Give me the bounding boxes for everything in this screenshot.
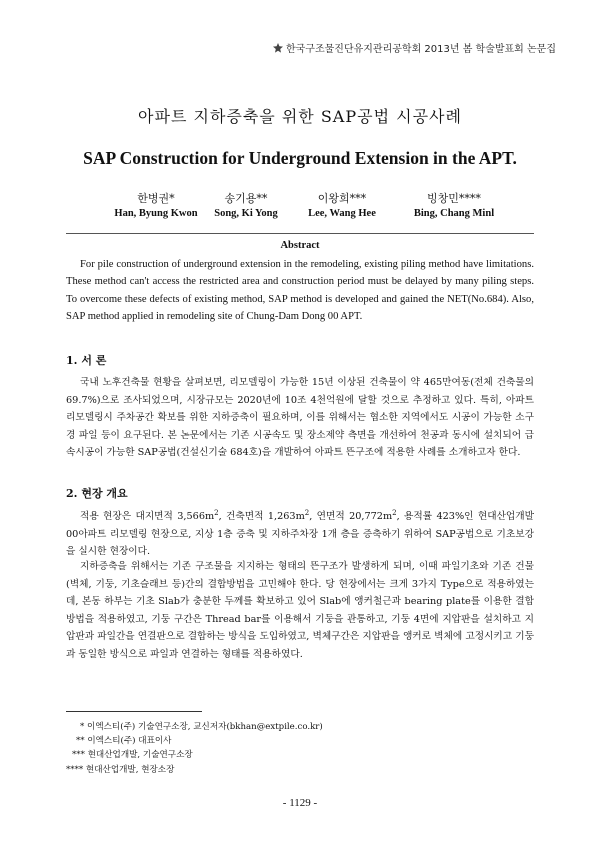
author-2	[203, 190, 289, 219]
journal-name: 한국구조물진단유지관리공학회 2013년 봄 학술발표회 논문집	[285, 44, 556, 55]
author-name-english: Bing, Chang Minl	[413, 208, 495, 219]
section-1-paragraph: 국내 노후건축물 현황을 살펴보면, 리모델링이 가능한 15년 이상된 건축물이 약 465만여동(전체 건축물의 69.7%)으로 조사되었으며, 시장규모는 2020년에 10조 4천억원에 달할 것으로 추정하고 있다. 특히, 아파트 리모델링시 주차공간 확보를 위한 지하증축이 필요하며, 이를 위해서는 협소한 지역에서도 시공이 가능한 소구경 파일 등이 요구된다. 본 논문에서는 기존 시공속도 및 장소제약 측면을 개선하여 천공과 동시에 설치되어 급속시공이 가능한 SAP공법(건설신기술 684호)을 개발하여 아파트 뜬구조에 적용한 사례를 소개하고자 한다.	[66, 377, 534, 459]
section-1-heading: 1. 서 론	[66, 354, 107, 367]
section-2-paragraph-1	[66, 505, 534, 561]
abstract-heading: Abstract	[280, 240, 320, 251]
site-area-text: 적용 현장은 대지면적 3,566m	[80, 511, 215, 523]
footnote-item: **** 현대산업개발, 현장소장	[66, 764, 175, 775]
footnote-item: ** 이엑스티(주) 대표이사	[76, 736, 172, 747]
abstract-text: For pile construction of underground extension in the remodeling, existing piling method have limitations. These method can't access the restricted area and construction period must be delayed by many piling steps. To overcome these defects of existing method, SAP method is developed and gained the NET(No.684). Also, SAP method applied in remodeling site of Chung-Dam Dong 00 APT.	[66, 259, 534, 323]
site-description-text: , 용적률 423%인 현대산업개발 00아파트 리모델링 현장으로, 지상 1층 증축 및 지하주차장 1개 층을 증축하기 위하여 SAP공법으로 기초보강을 실시한 현장이다.	[66, 511, 535, 558]
author-3	[298, 190, 386, 219]
author-name-korean: 이왕희***	[317, 192, 367, 205]
page-number: - 1129 -	[282, 797, 318, 809]
superscript: 2	[392, 509, 397, 517]
title-divider	[66, 233, 534, 234]
footnote-divider	[66, 711, 202, 712]
journal-header	[273, 40, 556, 55]
superscript: 2	[214, 509, 219, 517]
floor-area-text: , 연면적 20,772m	[309, 511, 393, 523]
footnote-item: *** 현대산업개발, 기술연구소장	[72, 750, 193, 761]
author-4	[393, 190, 515, 219]
section-2-paragraph-2: 지하증축을 위해서는 기존 구조물을 지지하는 형태의 뜬구조가 발생하게 되며, 이때 파일기초와 기존 건물(벽체, 기둥, 기초슬래브 등)간의 결합방법을 고민해야 한다. 당 현장에서는 크게 3가지 Type으로 적용하였는데, 본동 하부는 기초 Slab가 충분한 두께를 확보하고 있어 Slab에 앵커철근과 bearing plate를 이용한 결합방법을 적용하였고, 기둥 구간은 Thread bar를 이용해서 기둥을 관통하고, 기둥 4면에 지압판을 설치하고 지압판과 파일간을 연결판으로 결합하는 방식을 도입하였고, 벽체구간은 지압판을 앵커로 벽체에 고정시키고 기둥과 동일한 방식으로 파일과 연결하는 형태를 적용하였다.	[66, 561, 534, 660]
title-english: SAP Construction for Underground Extension in the APT.	[83, 148, 517, 168]
author-1	[101, 190, 211, 219]
superscript: 2	[304, 509, 310, 517]
building-area-text: , 건축면적 1,263m	[218, 511, 305, 523]
section-2-heading: 2. 현장 개요	[66, 487, 128, 500]
author-name-english: Han, Byung Kwon	[114, 208, 198, 219]
author-name-korean: 빙창민****	[427, 192, 481, 205]
author-name-english: Song, Ki Yong	[214, 208, 278, 219]
author-name-korean: 송기용**	[224, 192, 268, 205]
footnote-item: * 이엑스티(주) 기술연구소장, 교신저자(bkhan@extpile.co.kr)	[80, 722, 323, 732]
author-name-english: Lee, Wang Hee	[308, 208, 376, 219]
author-name-korean: 한병권*	[137, 192, 175, 205]
footnotes	[66, 720, 534, 777]
society-logo-icon	[273, 43, 283, 53]
title-korean: 아파트 지하증축을 위한 SAP공법 시공사례	[138, 107, 462, 126]
